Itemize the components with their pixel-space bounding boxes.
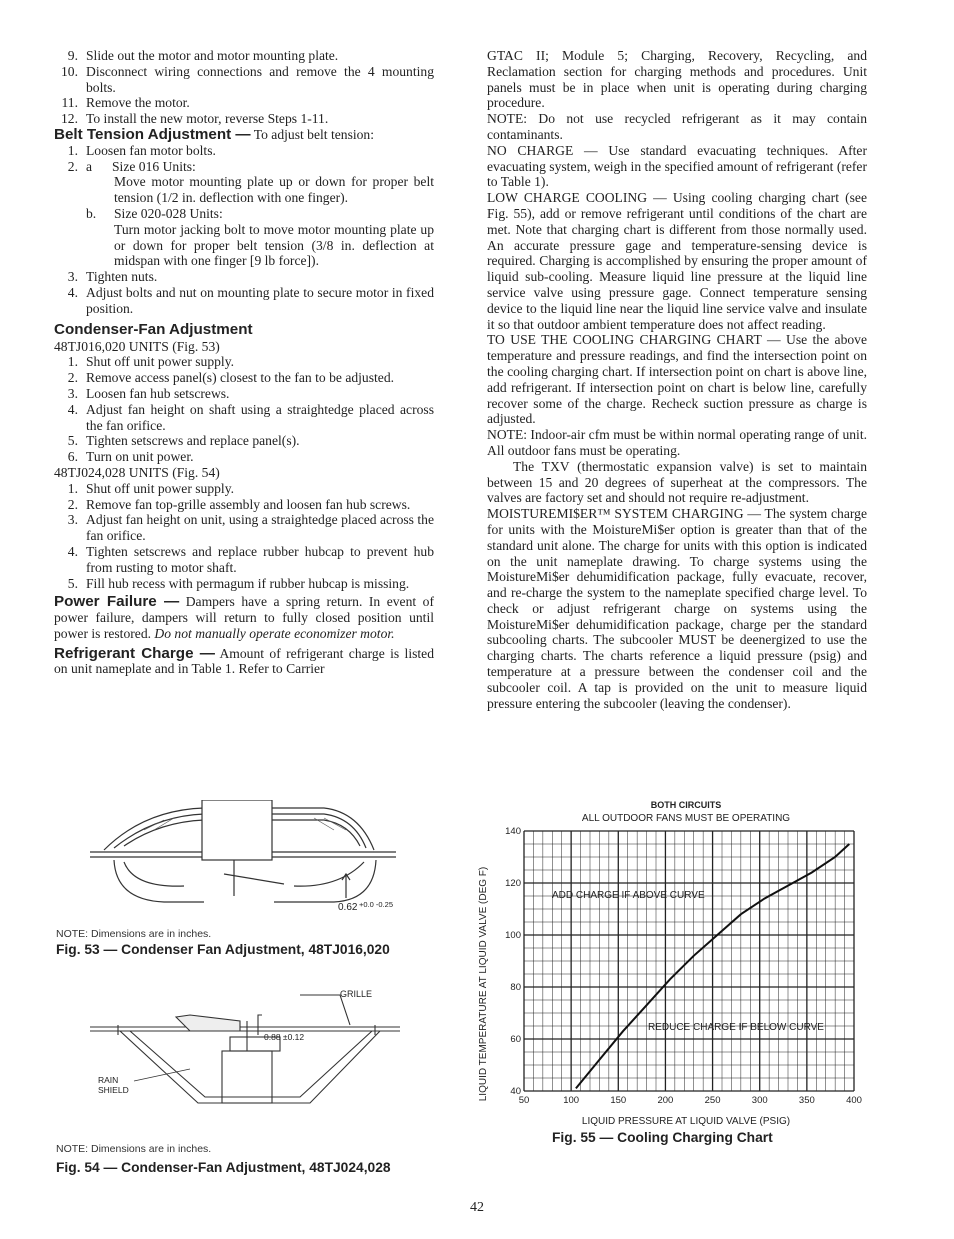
x-tick-label: 250	[704, 1095, 721, 1106]
left-column	[54, 48, 434, 677]
y-tick-label: 40	[510, 1086, 521, 1097]
belt-tension-section: Belt Tension Adjustment — To adjust belt tension:	[54, 125, 375, 143]
list-item: 3. Adjust fan height on unit, using a straightedge placed across the fan orifice.	[67, 512, 434, 544]
list-item: 3. Tighten nuts.	[67, 269, 158, 285]
y-tick-label: 140	[505, 826, 521, 837]
condenser-steps-list-1	[54, 354, 434, 465]
condenser-steps-list-2	[54, 481, 434, 592]
list-item: 4. Adjust fan height on shaft using a straightedge placed across the fan orifice.	[67, 401, 434, 433]
annotation-reduce-charge: REDUCE CHARGE IF BELOW CURVE	[648, 1022, 824, 1033]
y-tick-label: 60	[510, 1034, 521, 1045]
fig54-dimension: 0.88 ±0.12	[264, 1032, 305, 1042]
page-number: 42	[470, 1200, 484, 1215]
chart-subtitle: ALL OUTDOOR FANS MUST BE OPERATING	[581, 813, 791, 824]
paragraph: GTAC II; Module 5; Charging, Recovery, Recycling, and Reclamation section for charging methods and procedures. Unit panels must be in place when unit is operating during charging procedure.	[487, 48, 867, 111]
list-item: 11. Remove the motor.	[61, 95, 190, 111]
rain-label: RAIN	[98, 1075, 119, 1085]
fig53-note: NOTE: Dimensions are in inches.	[56, 928, 212, 940]
y-tick-label: 120	[505, 878, 521, 889]
list-item: 1. Shut off unit power supply.	[67, 354, 235, 370]
list-item: 4. Tighten setscrews and replace rubber hubcap to prevent hub from rusting to motor shaft.	[67, 543, 434, 575]
list-item: b. Size 020-028 Units:	[86, 205, 223, 221]
paragraph: The TXV (thermostatic expansion valve) is set to maintain between 15 and 20 degrees of superheat at the compressors. The valves are factory set and should not require re-adjustment.	[487, 458, 867, 506]
chart-svg	[476, 796, 876, 1131]
list-item: 6. Turn on unit power.	[67, 449, 194, 465]
shield-label: SHIELD	[98, 1085, 129, 1095]
units-label: 48TJ024,028 UNITS (Fig. 54)	[54, 464, 220, 480]
x-tick-label: 300	[751, 1095, 768, 1106]
x-axis-label: LIQUID PRESSURE AT LIQUID VALVE (PSIG)	[581, 1116, 791, 1127]
belt-steps-list	[54, 143, 434, 317]
paragraph: NOTE: Indoor-air cfm must be within normal operating range of unit. All outdoor fans must be operating.	[487, 427, 867, 458]
list-item: 3. Loosen fan hub setscrews.	[67, 385, 230, 401]
paragraph: MOISTUREMI$ER™ SYSTEM CHARGING — The system charge for units with the MoistureMi$er option is greater than that of the standard unit alone. The charge for units with this option is indicated on the unit nameplate drawing. To charge systems using the MoistureMi$er dehumidification package, fully evacuate, recover, and re-charge the system to the nameplate specified charge level. To check or adjust refrigerant charge on systems using the MoistureMi$er dehumidification package, charge per the standard subcooling charts. The subcooler MUST be deenergized to use the charging charts. The charts reference a liquid pressure (psig) and temperature at a pressure between the condenser coil and the subcooler coil. A tap is provided on the unit to measure liquid pressure entering the subcooler (leaving the condenser).	[487, 506, 867, 711]
condenser-fan-hub-illustration	[90, 985, 400, 1135]
list-item: 2. Remove access panel(s) closest to the fan to be adjusted.	[67, 370, 395, 386]
y-tick-label: 80	[510, 982, 521, 993]
list-item: 5. Tighten setscrews and replace panel(s).	[67, 433, 300, 449]
list-item: 5. Fill hub recess with permagum if rubber hubcap is missing.	[67, 575, 410, 591]
fig53-drawing	[84, 800, 404, 920]
paragraph: TO USE THE COOLING CHARGING CHART — Use the above temperature and pressure readings, and find the intersection point on the cooling charging chart. If intersection point on chart is above line, add refrigerant. If intersection point on chart is below line, carefully recover some of the charge. Recheck suction pressure as charge is adjusted.	[487, 332, 867, 427]
list-item: Turn motor jacking bolt to move motor mounting plate up or down for proper belt tension (3/8 in. deflection at midspan with one finger [9 lb force]).	[114, 221, 434, 269]
right-column	[487, 48, 867, 711]
refrigerant-charge-section: Refrigerant Charge — Amount of refrigerant charge is listed on unit nameplate and in Table 1. Refer to Carrier	[54, 644, 434, 677]
y-axis-label: LIQUID TEMPERATURE AT LIQUID VALVE (DEG F)	[478, 866, 489, 1102]
grille-label: GRILLE	[340, 989, 373, 999]
fig54-caption: Fig. 54 — Condenser-Fan Adjustment, 48TJ024,028	[56, 1160, 391, 1175]
fig53-dimension-tolerance: +0.0 -0.25	[359, 900, 393, 909]
belt-tension-heading: Belt Tension Adjustment —	[54, 125, 251, 143]
list-item: 10. Disconnect wiring connections and remove the 4 mounting bolts.	[61, 63, 434, 95]
x-tick-label: 200	[657, 1095, 674, 1106]
condenser-fan-heading: Condenser-Fan Adjustment	[54, 320, 253, 338]
x-tick-label: 150	[610, 1095, 627, 1106]
refrigerant-charge-heading: Refrigerant Charge —	[54, 644, 215, 662]
x-tick-label: 100	[563, 1095, 580, 1106]
list-item: 1. Shut off unit power supply.	[67, 480, 235, 496]
fig55-caption: Fig. 55 — Cooling Charging Chart	[552, 1130, 773, 1145]
power-failure-heading: Power Failure —	[54, 593, 180, 611]
list-item: 2. a Size 016 Units:	[67, 158, 196, 174]
x-tick-label: 400	[846, 1095, 862, 1106]
list-item: 4. Adjust bolts and nut on mounting plate to secure motor in fixed position.	[67, 284, 434, 316]
y-tick-label: 100	[505, 930, 521, 941]
fig53-dimension: 0.62	[338, 902, 358, 913]
list-item: 2. Remove fan top-grille assembly and loosen fan hub screws.	[67, 496, 411, 512]
paragraph: LOW CHARGE COOLING — Using cooling charging chart (see Fig. 55), add or remove refrigerant until conditions of the chart are met. Note that charging chart is different from those normally used. An accurate pressure gage and temperature-sensing device is required. Charging is accomplished by ensuring the proper amount of liquid sub-cooling. Measure liquid line pressure at the liquid line service valve using pressure gage. Connect temperature sensing device to the liquid line near the liquid line service valve and insulate it so that outdoor ambient temperature does not affect reading.	[487, 190, 867, 332]
list-item: 9. Slide out the motor and motor mounting plate.	[67, 48, 339, 63]
cooling-charging-chart	[476, 796, 876, 1131]
paragraph: NO CHARGE — Use standard evacuating techniques. After evacuating system, weigh in the specified amount of refrigerant (refer to Table 1).	[487, 142, 867, 190]
list-item: 12. To install the new motor, reverse Steps 1-11.	[61, 111, 329, 127]
condenser-fan-illustration	[84, 800, 404, 920]
motor-steps-list	[54, 48, 434, 127]
power-failure-section: Power Failure — Dampers have a spring return. In event of power failure, dampers will return to fully closed position until power is restored. Do not manually operate economizer motor.	[54, 593, 434, 641]
fig54-drawing	[90, 985, 400, 1135]
x-tick-label: 350	[798, 1095, 815, 1106]
fig53-caption: Fig. 53 — Condenser Fan Adjustment, 48TJ016,020	[56, 942, 390, 957]
chart-title: BOTH CIRCUITS	[650, 800, 722, 810]
units-label: 48TJ016,020 UNITS (Fig. 53)	[54, 338, 220, 354]
paragraph: NOTE: Do not use recycled refrigerant as it may contain contaminants.	[487, 111, 867, 142]
x-tick-label: 50	[518, 1095, 530, 1106]
fig54-note: NOTE: Dimensions are in inches.	[56, 1143, 212, 1155]
annotation-add-charge: ADD CHARGE IF ABOVE CURVE	[552, 890, 705, 901]
list-item: Move motor mounting plate up or down for proper belt tension (1/2 in. deflection with one finger).	[114, 174, 434, 206]
list-item: 1. Loosen fan motor bolts.	[67, 142, 216, 158]
